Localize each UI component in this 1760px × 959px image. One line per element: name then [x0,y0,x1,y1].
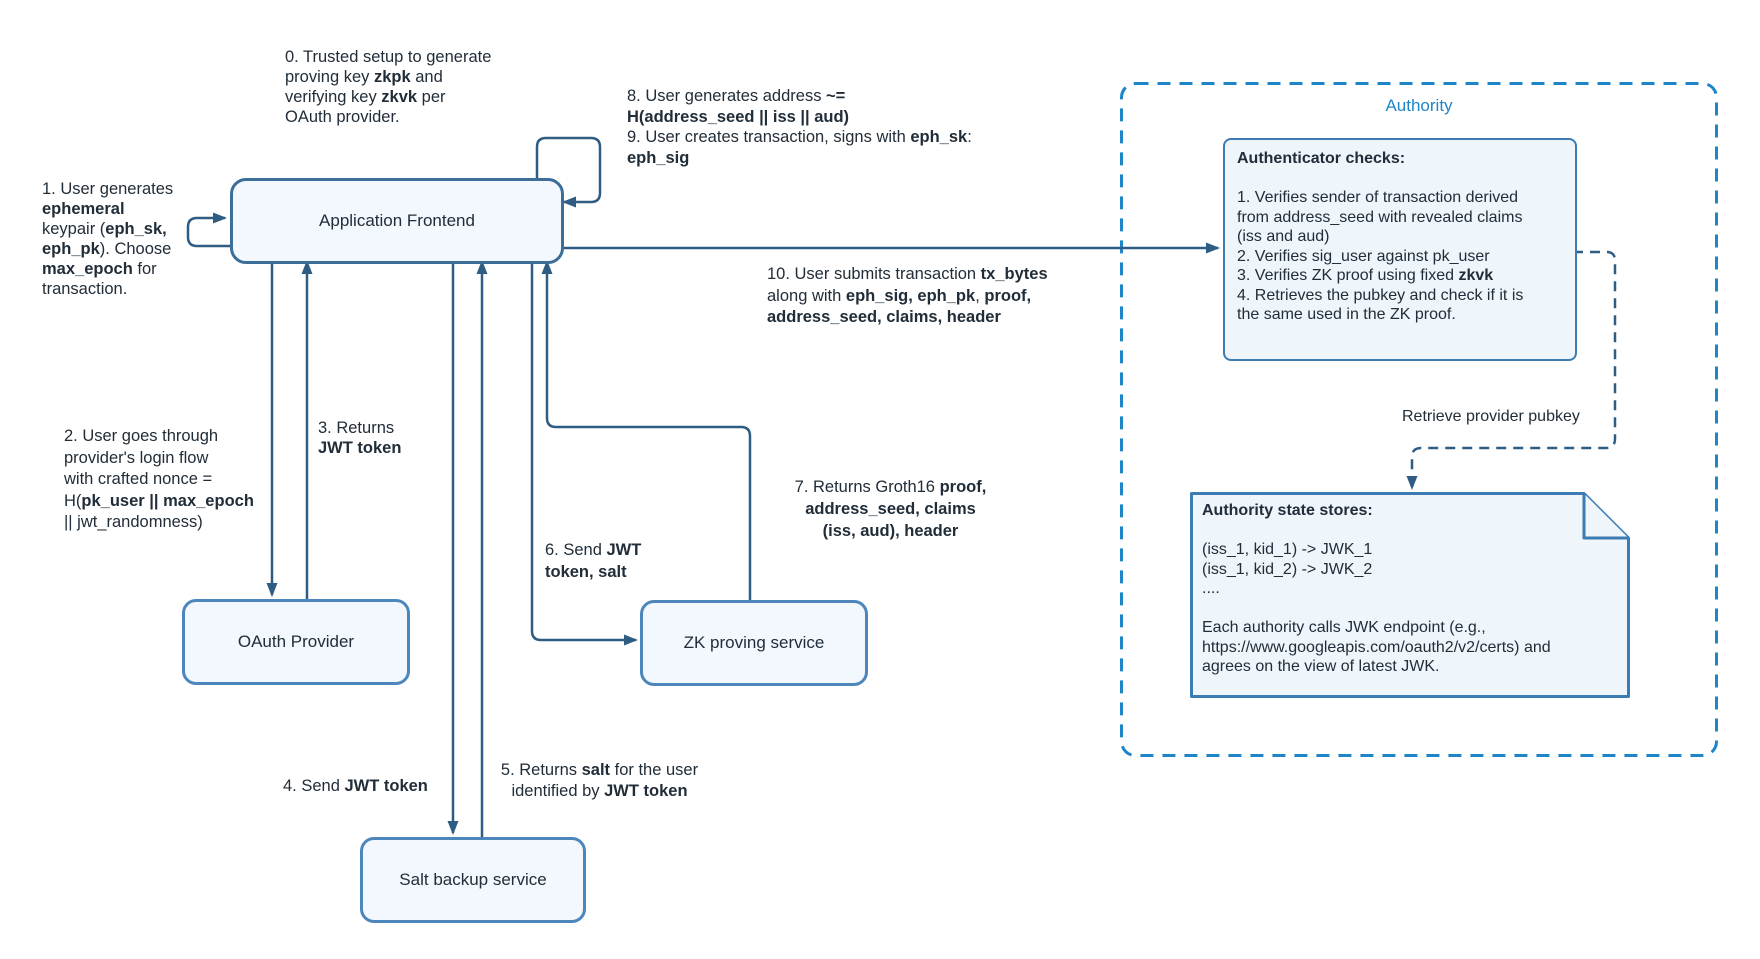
node-salt-backup-service-label: Salt backup service [399,870,547,889]
authority-state-note-text: Authority state stores: (iss_1, kid_1) -> JWK_1 (iss_1, kid_2) -> JWK_2 .... Each authority calls JWK endpoint (e.g., https://www.googleapis.com/oauth2/v2/certs) and agrees on the view of latest JWK. [1202,502,1551,675]
authority-state-note [1190,492,1630,698]
node-salt-backup-service [360,837,586,923]
retrieve-pubkey-label: Retrieve provider pubkey [1402,408,1580,425]
node-oauth-provider-label: OAuth Provider [237,632,355,651]
annotation-step-6: 6. Send JWT token, salt [545,541,642,581]
node-zk-proving-service [640,600,868,686]
node-application-frontend [230,178,564,264]
annotation-step-1: 1. User generates ephemeral keypair (eph_sk, eph_pk). Choose max_epoch for transaction. [42,180,174,298]
annotation-step-4: 4. Send JWT token [283,777,428,795]
annotation-step-5: 5. Returns salt for the user identified by JWT token [500,761,699,800]
authenticator-checks-box: Authenticator checks: 1. Verifies sender of transaction derived from address_seed with revealed claims (iss and aud) 2. Verifies sig_user against pk_user 3. Verifies ZK proof using fixed zkvk 4. Retrieves the pubkey and check if it is the same used in the ZK proof. [1223,138,1577,361]
authority-label: Authority [1385,96,1453,115]
node-zk-proving-service-label: ZK proving service [683,633,825,652]
node-application-frontend-label: Application Frontend [319,211,475,230]
annotation-step-3: 3. Returns JWT token [318,419,402,457]
node-oauth-provider [182,599,410,685]
annotation-step-0: 0. Trusted setup to generate proving key zkpk and verifying key zkvk per OAuth provider. [285,48,492,126]
annotation-step-7: 7. Returns Groth16 proof, address_seed, claims (iss, aud), header [794,478,987,540]
annotation-step-10: 10. User submits transaction tx_bytes along with eph_sig, eph_pk, proof, address_seed, claims, header [767,265,1048,326]
annotation-step-2: 2. User goes through provider's login flow with crafted nonce = H(pk_user || max_epoch || jwt_randomness) [64,427,254,531]
annotation-step-8-9: 8. User generates address ~= H(address_seed || iss || aud) 9. User creates transaction, signs with eph_sk: eph_sig [627,87,972,167]
arrow-step1-selfloop [188,218,230,246]
